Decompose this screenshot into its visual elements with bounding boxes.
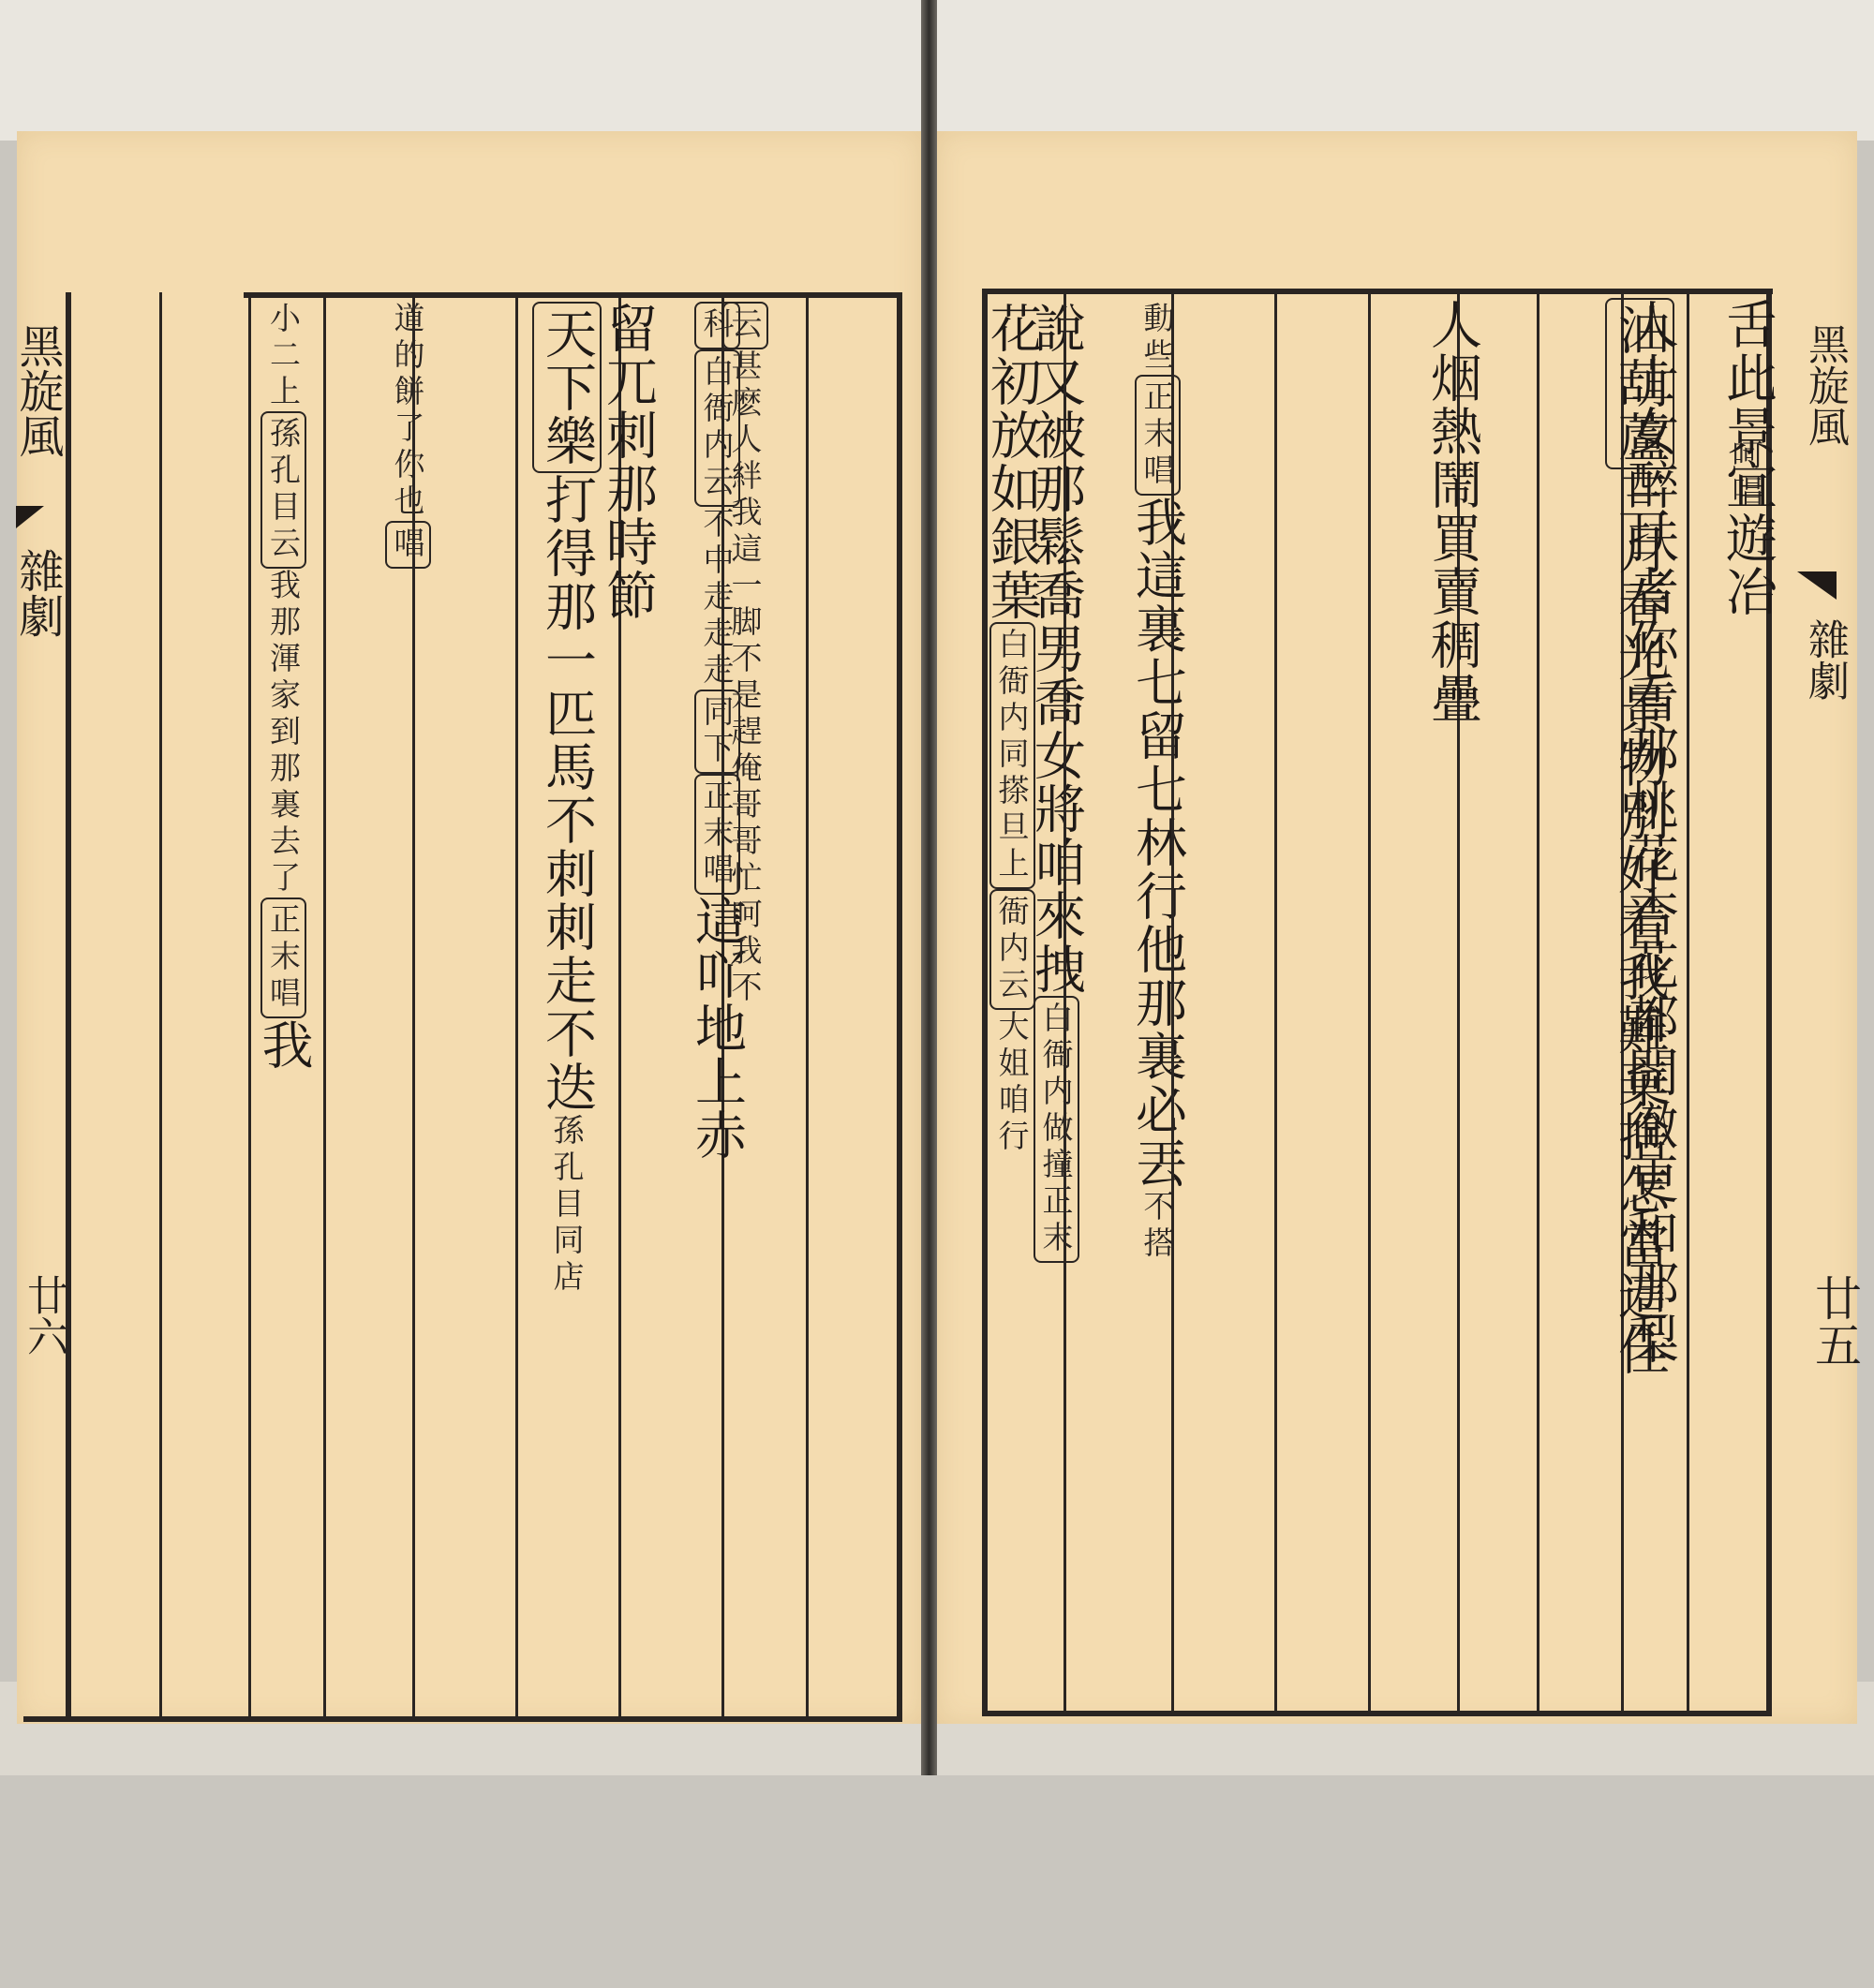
verse-text: 舌此景宜遊冶 — [1718, 298, 1777, 618]
stage-direction: 同下 — [694, 690, 740, 774]
speaker-label: 孫孔目云 — [260, 411, 306, 569]
stage-direction: 孫孔目同店 — [548, 1114, 586, 1297]
left-top-rule — [244, 292, 900, 298]
verse-text: 這吖地上赤 — [687, 895, 747, 1162]
speaker-label: 正末唱 — [694, 774, 740, 895]
dialogue-text: 大姐咱行 — [993, 1010, 1031, 1156]
left-margin-subtitle: 雜劇 — [11, 548, 64, 638]
dialogue-text: 甚麽人絆我這一脚不是趕俺哥哥忙呵我不 — [726, 349, 764, 1007]
speaker-label: 白衙内云 — [694, 349, 740, 507]
fish-tail-icon — [16, 506, 44, 528]
right-top-rule — [986, 289, 1773, 294]
right-column-8 — [993, 298, 1874, 1366]
right-margin-title: 黑旋風 — [1801, 323, 1849, 447]
background-top — [0, 0, 1874, 141]
dialogue-text: 道的餅了你也 — [389, 302, 426, 521]
speaker-label: 正末唱 — [260, 898, 306, 1018]
margin-note: 呵唱 — [1727, 438, 1764, 512]
verse-text: 說又被那鬆喬男喬女將咱來拽 — [1026, 302, 1086, 996]
stage-direction: 小二上 — [265, 302, 302, 411]
dialogue-text: 動些 — [1138, 302, 1176, 375]
right-margin-subtitle: 雜劇 — [1801, 618, 1849, 701]
right-bottom-rule — [982, 1711, 1772, 1716]
right-inner-border — [982, 289, 988, 1716]
verse-text: 三月春光景物別好着我難棄捨怎當這佳 — [1610, 469, 1670, 1377]
speaker-label: 唱 — [385, 521, 431, 569]
verse-text: 我 — [253, 1018, 314, 1072]
left-column-9 — [94, 302, 473, 1072]
left-outer-border — [66, 292, 71, 1722]
left-folio: 廿六 — [20, 1274, 67, 1357]
verse-text: 人士女醉扶者你看那桃花杏花都開徹更和那梨 — [1619, 298, 1679, 1366]
verse-text: 人烟熱鬧買賣稠疊 — [1422, 298, 1482, 725]
verse-text: 留兀刺那時節 — [598, 302, 658, 622]
verse-text: 花初放如銀葉 — [982, 302, 1042, 622]
verse-text: 我這裏七留七林行他那裏必丟 — [1127, 496, 1187, 1190]
left-bottom-rule — [23, 1716, 900, 1722]
speaker-label: 正末唱 — [1135, 375, 1181, 496]
right-folio: 廿五 — [1807, 1274, 1862, 1368]
stage-direction: 白衙内同搽旦上 — [989, 622, 1035, 889]
stage-direction: 科 — [694, 302, 740, 349]
stage-direction: 白衙内做撞正末 — [1034, 996, 1079, 1263]
speaker-label: 衙内云 — [989, 889, 1035, 1010]
dialogue-text: 我那渾家到那裏去了 — [265, 569, 302, 898]
verse-text: 打得那一匹馬不刺刺走不迭 — [537, 473, 597, 1114]
tune-title: 天下樂 — [532, 302, 602, 473]
speaker-label: 云 — [722, 302, 768, 349]
left-margin-title: 黑旋風 — [11, 323, 64, 458]
tune-title: 油葫蘆 — [1605, 298, 1674, 469]
dialogue-text: 不中走走走 — [698, 507, 736, 690]
dialogue-text: 不搭 — [1138, 1190, 1176, 1263]
